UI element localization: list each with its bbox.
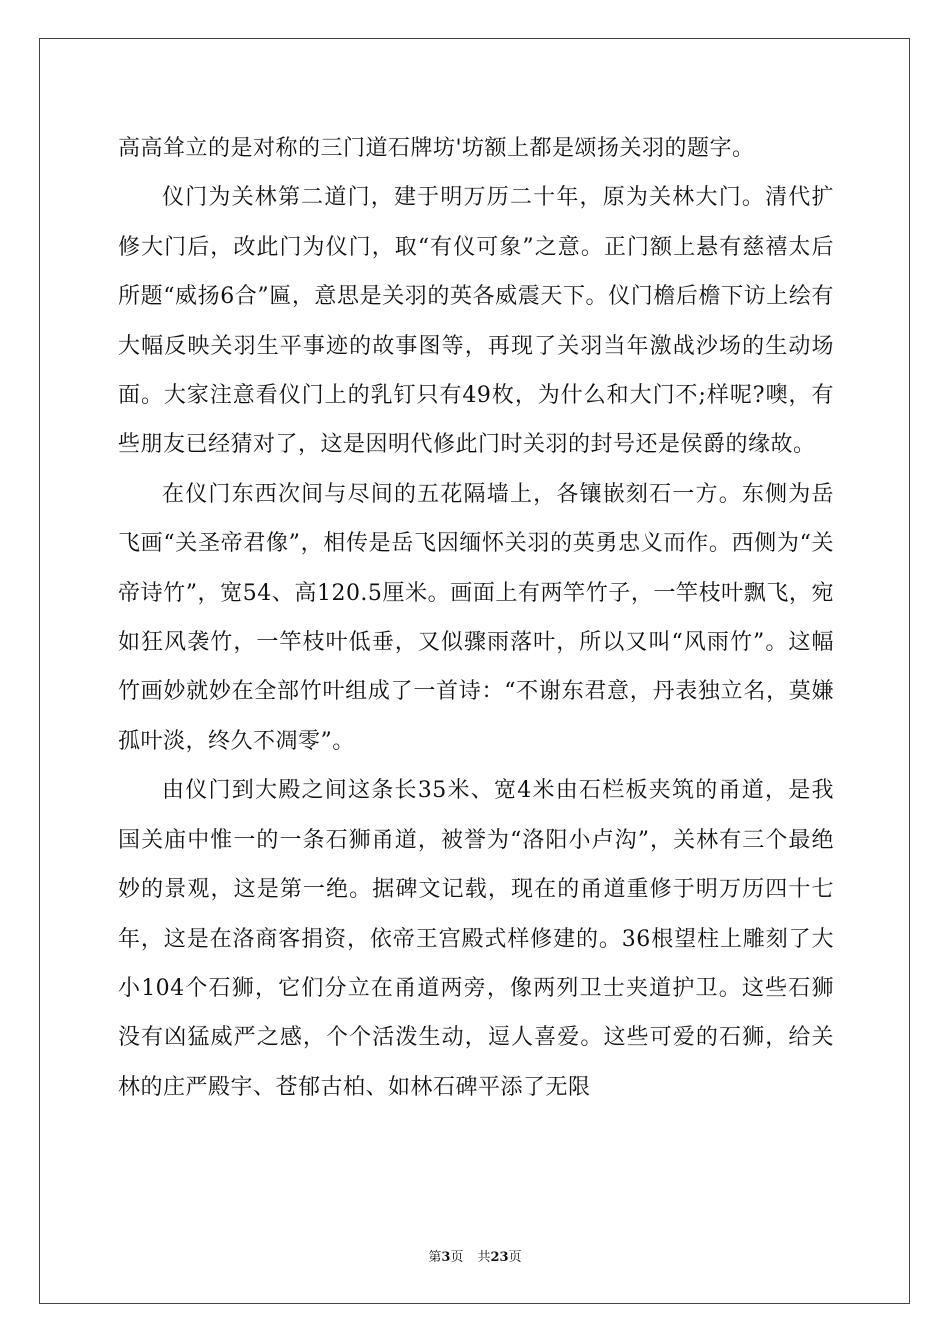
page-prefix: 第 xyxy=(428,1250,442,1265)
total-page-count: 23 xyxy=(490,1250,509,1265)
paragraph-1: 高高耸立的是对称的三门道石牌坊'坊额上都是颂扬关羽的题字。 xyxy=(118,136,755,161)
paragraph-2: 仪门为关林第二道门，建于明万历二十年，原为关林大门。清代扩修大门后，改此门为仪门，取“有仪可象”之意。正门额上悬有慈禧太后所题“威扬6合”匾，意思是关羽的英各威震天下。仪门檐后檐下访上绘有大幅反映关羽生平事迹的故事图等，再现了关羽当年激战沙场的生动场面。大家注意看仪门上的乳钉只有49枚，为什么和大门不;样呢?噢，有些朋友已经猜对了，这是因明代修此门时关羽的封号还是侯爵的缘故。 xyxy=(118,185,834,458)
page-footer xyxy=(0,1246,950,1265)
current-page-number: 3 xyxy=(441,1250,451,1265)
page-suffix: 页 xyxy=(450,1250,464,1265)
total-prefix: 共 xyxy=(477,1250,491,1265)
document-body xyxy=(118,124,834,1112)
total-suffix: 页 xyxy=(508,1250,522,1265)
paragraph-4: 由仪门到大殿之间这条长35米、宽4米由石栏板夹筑的甬道，是我国关庙中惟一的一条石狮甬道，被誉为“洛阳小卢沟”，关林有三个最绝妙的景观，这是第一绝。据碑文记载，现在的甬道重修于明万历四十七年，这是在洛商客捐资，依帝王宫殿式样修建的。36根望柱上雕刻了大小104个石狮，它们分立在甬道两旁，像两列卫士夹道护卫。这些石狮没有凶猛威严之感，个个活泼生动，逗人喜爱。这些可爱的石狮，给关林的庄严殿宇、苍郁古柏、如林石碑平添了无限 xyxy=(118,778,834,1100)
paragraph-3: 在仪门东西次间与尽间的五花隔墙上，各镶嵌刻石一方。东侧为岳飞画“关圣帝君像”，相传是岳飞因缅怀关羽的英勇忠义而作。西侧为“关帝诗竹”，宽54、高120.5厘米。画面上有两竿竹子，一竿枝叶飘飞，宛如狂风袭竹，一竿枝叶低垂，又似骤雨落叶，所以又叫“风雨竹”。这幅竹画妙就妙在全部竹叶组成了一首诗：“不谢东君意，丹表独立名，莫嫌孤叶淡，终久不凋零”。 xyxy=(118,481,834,754)
